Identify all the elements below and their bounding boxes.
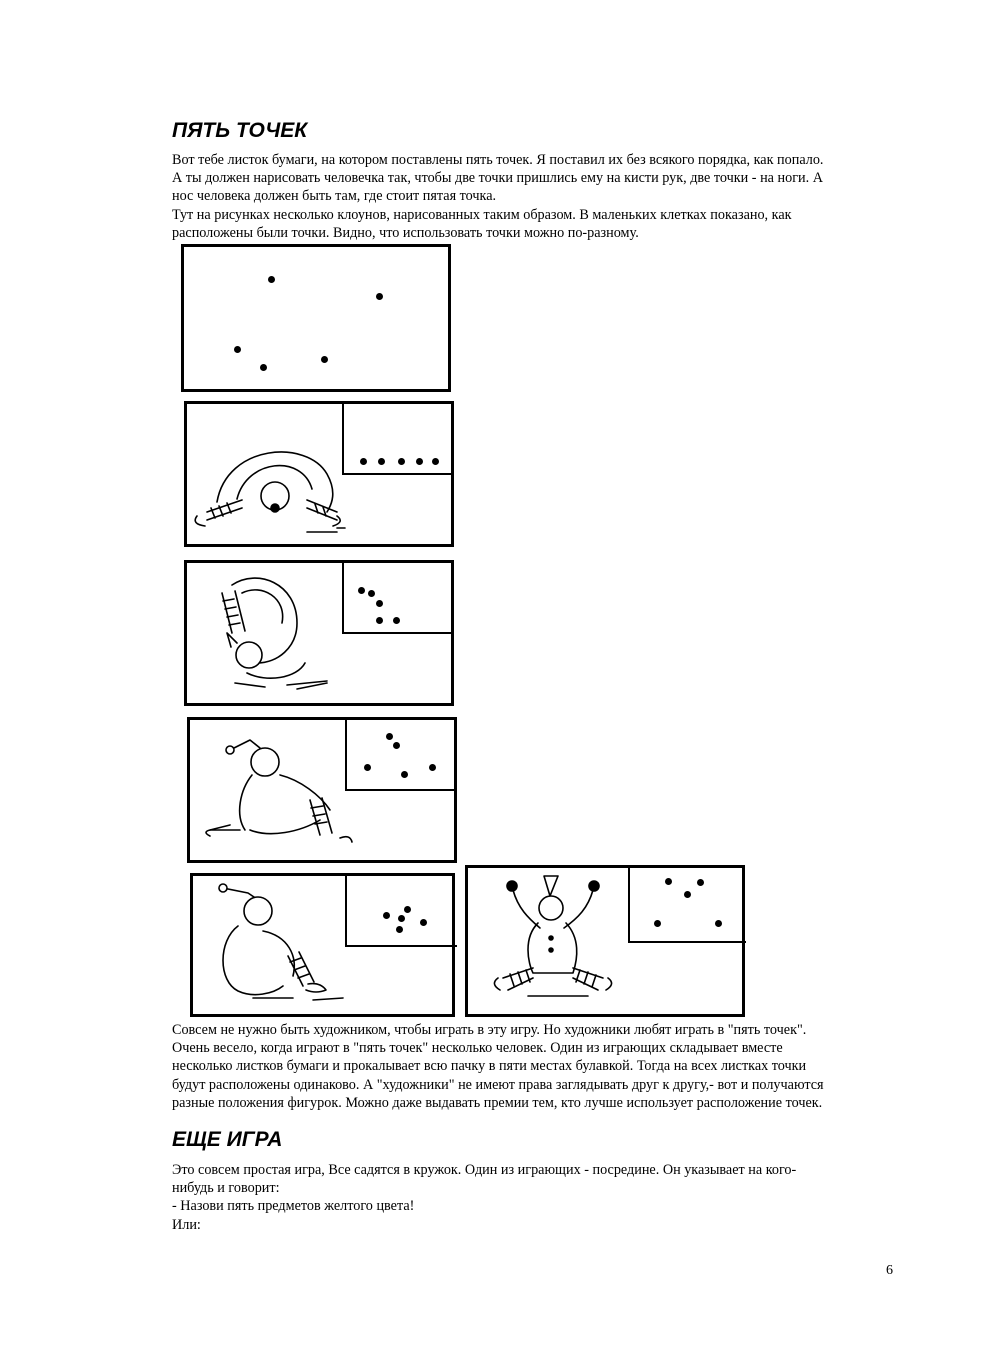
dot xyxy=(393,742,400,749)
dot xyxy=(383,912,390,919)
dot xyxy=(416,458,423,465)
clown-figure-bending xyxy=(184,401,454,547)
clown-drawing xyxy=(187,563,347,703)
dot xyxy=(665,878,672,885)
text-line: нос человека должен быть там, где стоит пятая точка. xyxy=(172,188,497,205)
dot xyxy=(358,587,365,594)
intro-paragraph xyxy=(172,151,902,242)
clown-figure-arms-raised xyxy=(465,865,745,1017)
dots-inset xyxy=(342,560,454,634)
dot xyxy=(364,764,371,771)
dots-inset xyxy=(345,717,457,791)
dot xyxy=(268,276,275,283)
text-line: Очень весело, когда играют в "пять точек" несколько человек. Один из играющих складывает вместе xyxy=(172,1040,783,1057)
dots-inset xyxy=(345,873,457,947)
text-line: Это совсем простая игра, Все садятся в кружок. Один из играющих - посредине. Он указывает на кого- xyxy=(172,1162,797,1178)
clown-drawing xyxy=(187,404,347,544)
text-line: нибудь и говорит: xyxy=(172,1180,280,1197)
dot xyxy=(697,879,704,886)
dot xyxy=(398,915,405,922)
dot xyxy=(376,617,383,624)
dot xyxy=(376,293,383,300)
dot xyxy=(393,617,400,624)
another-game-paragraph xyxy=(172,1161,902,1234)
clown-figure-crouching xyxy=(190,873,455,1017)
section-title-another-game: ЕЩЕ ИГРА xyxy=(172,1128,283,1151)
dots-inset xyxy=(342,401,454,475)
dot xyxy=(401,771,408,778)
clown-figure-cartwheel xyxy=(184,560,454,706)
text-line: А ты должен нарисовать человечка так, чтобы две точки пришлись ему на кисти рук, две точки - на ноги. А xyxy=(172,170,823,187)
text-line: - Назови пять предметов желтого цвета! xyxy=(172,1198,415,1215)
clown-drawing xyxy=(468,868,638,1014)
text-line: Совсем не нужно быть художником, чтобы играть в эту игру. Но художники любят играть в "пять точек". xyxy=(172,1022,807,1038)
dot xyxy=(398,458,405,465)
dot xyxy=(376,600,383,607)
text-line: будут расположены одинаково. А "художники" не имеют права заглядывать друг к другу,- вот и получаются xyxy=(172,1076,824,1093)
dot xyxy=(396,926,403,933)
page-number: 6 xyxy=(886,1263,893,1278)
clown-figure-sitting xyxy=(187,717,457,863)
dot xyxy=(429,764,436,771)
dot xyxy=(368,590,375,597)
dots-sheet-figure xyxy=(181,244,451,392)
dot xyxy=(321,356,328,363)
rules-paragraph xyxy=(172,1021,902,1112)
dot xyxy=(654,920,661,927)
dot xyxy=(420,919,427,926)
dot xyxy=(234,346,241,353)
dot xyxy=(386,733,393,740)
text-line: Или: xyxy=(172,1216,201,1233)
text-line: разные положения фигурок. Можно даже выдавать премии тем, кто лучше использует расположение точек. xyxy=(172,1094,823,1111)
dot xyxy=(404,906,411,913)
text-line: несколько листков бумаги и прокалывает всю пачку в пяти местах булавкой. Тогда на всех листках точки xyxy=(172,1058,807,1075)
section-title-five-dots: ПЯТЬ ТОЧЕК xyxy=(172,119,308,142)
dot xyxy=(378,458,385,465)
clown-drawing xyxy=(193,876,358,1014)
text-line: Вот тебе листок бумаги, на котором поставлены пять точек. Я поставил их без всякого порядка, как попало. xyxy=(172,152,824,168)
dot xyxy=(432,458,439,465)
dots-inset xyxy=(628,865,746,943)
dot xyxy=(715,920,722,927)
clown-drawing xyxy=(190,720,360,860)
dot xyxy=(684,891,691,898)
text-line: Тут на рисунках несколько клоунов, нарисованных таким образом. В маленьких клетках показано, как xyxy=(172,206,792,223)
dot xyxy=(260,364,267,371)
text-line: расположены были точки. Видно, что использовать точки можно по-разному. xyxy=(172,224,639,241)
dot xyxy=(360,458,367,465)
